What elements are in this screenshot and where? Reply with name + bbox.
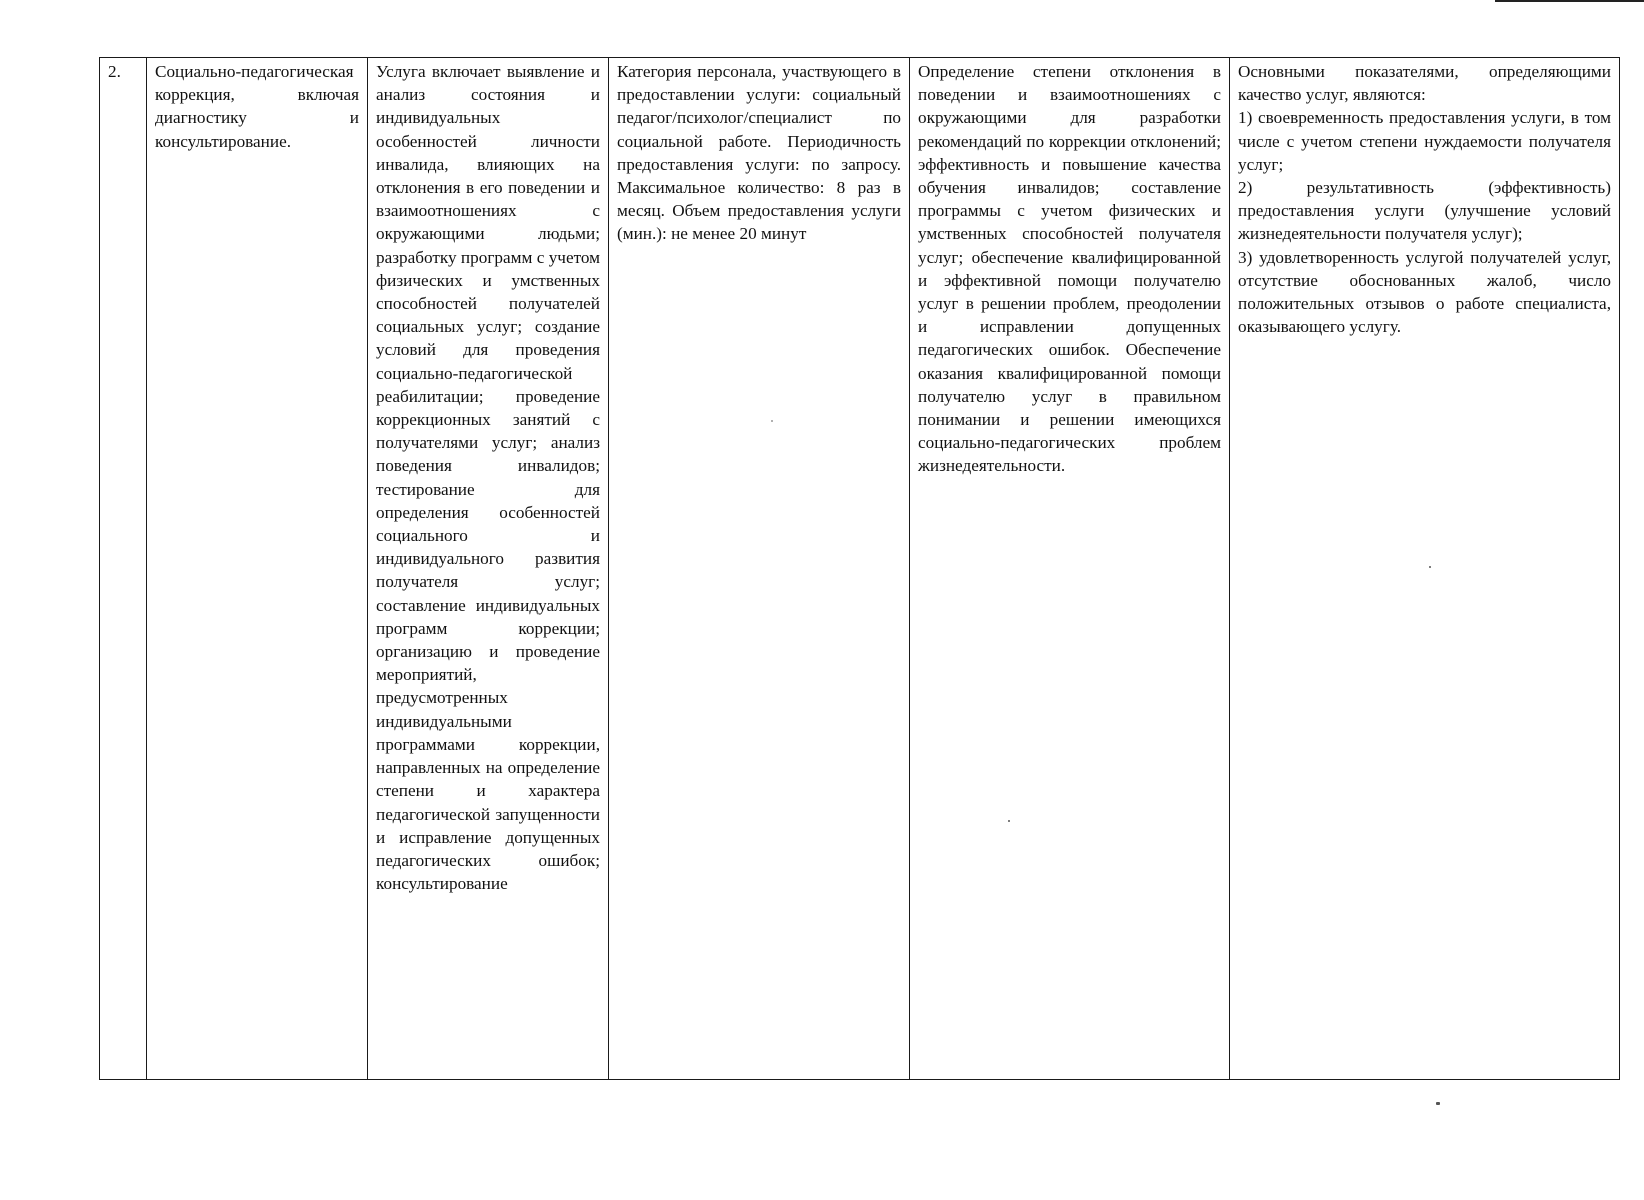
scan-speck — [1008, 820, 1010, 822]
quality-intro: Основными показателями, определяющими качество услуг, являются: — [1238, 62, 1611, 105]
scan-edge-rule — [1495, 0, 1644, 2]
service-result-cell — [910, 58, 1230, 1080]
row-number: 2. — [108, 62, 121, 81]
quality-indicators-cell — [1230, 58, 1620, 1080]
table-row — [100, 58, 1620, 1080]
quality-item-1: 1) своевременность предоставления услуги, в том числе с учетом степени нуждаемости получателя услуг; — [1238, 108, 1611, 174]
service-conditions: Категория персонала, участвующего в предоставлении услуги: социальный педагог/психолог/специалист по социальной работе. Периодичность предоставления услуги: по запросу. Максимальное количество: 8 раз в месяц. Объем предоставления услуги (мин.): не менее 20 минут — [617, 62, 901, 244]
quality-item-2: 2) результативность (эффективность) предоставления услуги (улучшение условий жизнедеятельности получателя услуг); — [1238, 178, 1611, 244]
service-name: Социально-педагогическая коррекция, включая диагностику и консультирование. — [155, 62, 359, 151]
scan-speck — [1429, 566, 1431, 568]
service-description: Услуга включает выявление и анализ состояния и индивидуальных особенностей личности инвалида, влияющих на отклонения в его поведении и взаимоотношениях с окружающими людьми; разработку программ с учетом физических и умственных способностей получателей социальных услуг; создание условий для проведения социально-педагогической реабилитации; проведение коррекционных занятий с получателями услуг; анализ поведения инвалидов; тестирование для определения особенностей социального и индивидуального развития получателя услуг; составление индивидуальных программ коррекции; организацию и проведение мероприятий, предусмотренных индивидуальными программами коррекции, направленных на определение степени и характера педагогической запущенности и исправление допущенных педагогических ошибок; консультирование — [376, 62, 600, 894]
scan-speck — [1436, 1102, 1440, 1105]
quality-item-3: 3) удовлетворенность услугой получателей услуг, отсутствие обоснованных жалоб, число положительных отзывов о работе специалиста, оказывающего услугу. — [1238, 247, 1611, 337]
service-conditions-cell — [609, 58, 910, 1080]
service-description-cell — [368, 58, 609, 1080]
scan-speck — [771, 420, 773, 422]
service-result: Определение степени отклонения в поведении и взаимоотношениях с окружающими для разработки рекомендаций по коррекции отклонений; эффективность и повышение качества обучения инвалидов; составление программы с учетом физических и умственных способностей получателя услуг; обеспечение квалифицированной и эффективной помощи получателю услуг в решении проблем, преодолении и исправлении допущенных педагогических ошибок. Обеспечение оказания квалифицированной помощи получателю услуг в правильном понимании и решении имеющихся социально-педагогических проблем жизнедеятельности. — [918, 62, 1221, 476]
service-table — [99, 57, 1620, 1080]
service-name-cell — [147, 58, 368, 1080]
row-number-cell — [100, 58, 147, 1080]
